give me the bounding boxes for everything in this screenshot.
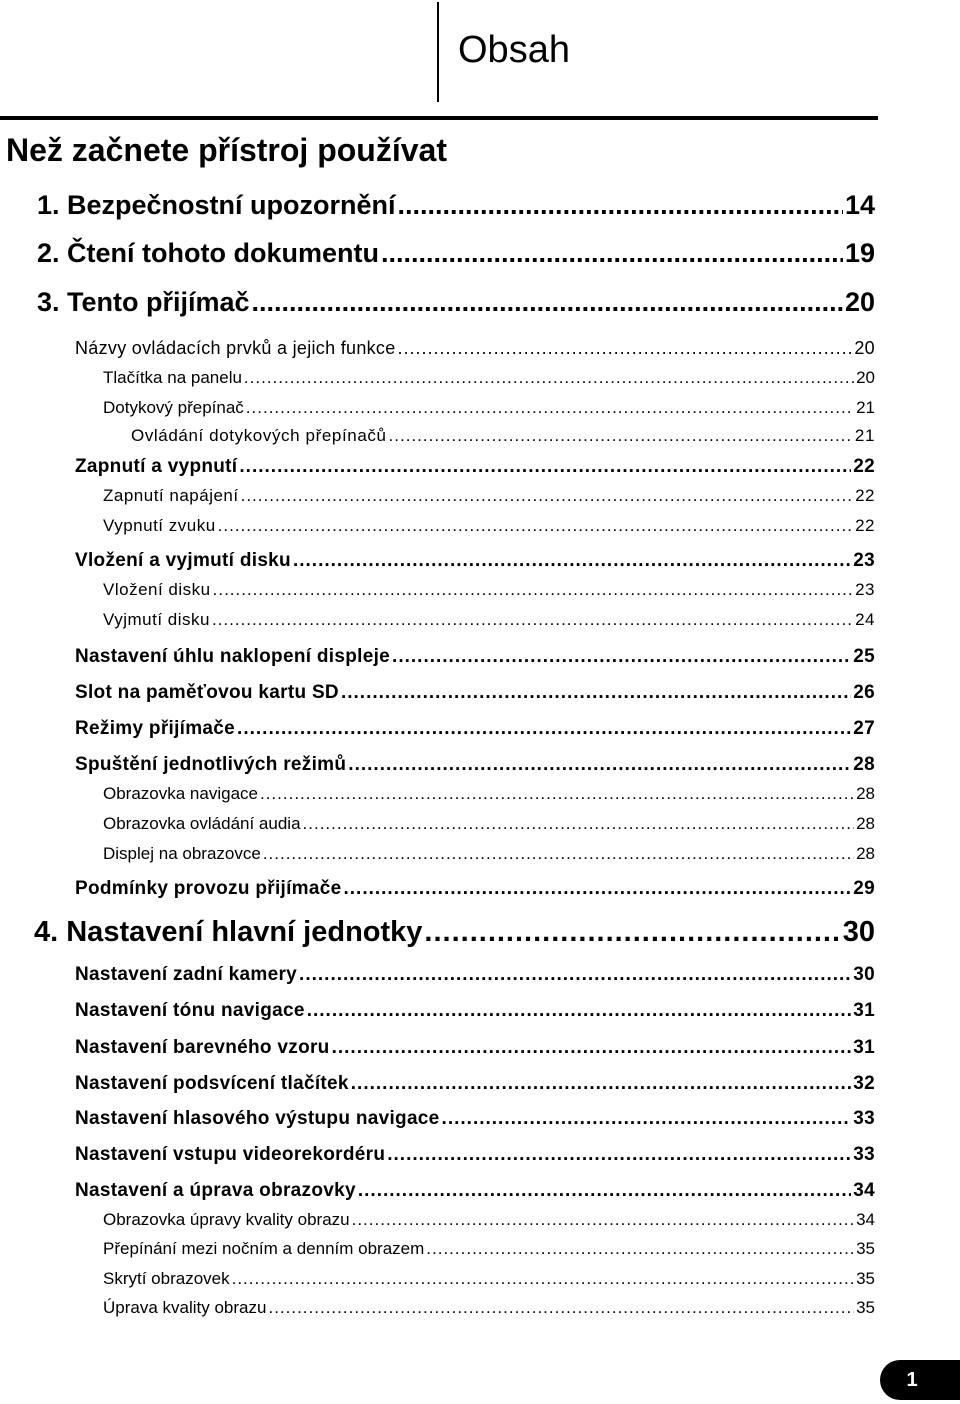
toc-entry-label: 4. Nastavení hlavní jednotky [34, 916, 423, 948]
page-number-badge [880, 1360, 960, 1400]
toc-entry-label: 2. Čtení tohoto dokumentu [37, 238, 379, 268]
toc-page-number: 20 [844, 287, 875, 317]
toc-entry[interactable] [0, 1071, 875, 1097]
toc-leader-dots [351, 1071, 852, 1097]
toc-entry[interactable] [0, 1208, 875, 1232]
toc-page-number: 22 [853, 456, 875, 477]
toc-page-number: 24 [855, 610, 875, 629]
toc-entry[interactable] [0, 644, 875, 670]
toc-leader-dots [352, 1208, 854, 1232]
toc-leader-dots [237, 716, 851, 742]
toc-entry-label: Dotykový přepínač [103, 398, 244, 417]
toc-entry[interactable] [0, 876, 875, 902]
page-number: 1 [906, 1369, 918, 1391]
toc-page-number: 20 [854, 338, 875, 358]
toc-leader-dots [299, 962, 851, 988]
toc-page-number: 35 [856, 1298, 875, 1317]
toc-entry[interactable] [0, 454, 875, 480]
toc-leader-dots [341, 680, 851, 706]
toc-leader-dots [442, 1106, 852, 1132]
toc-page-number: 28 [856, 844, 875, 863]
toc-entry-label: Nastavení hlasového výstupu navigace [75, 1108, 440, 1129]
toc-leader-dots [252, 285, 843, 319]
toc-entry[interactable] [0, 1106, 875, 1132]
toc-entry-label: Slot na paměťovou kartu SD [75, 682, 339, 703]
toc-leader-dots [332, 1035, 852, 1061]
page-title: Obsah [458, 29, 570, 71]
toc-entry-label: Nastavení tónu navigace [75, 1000, 305, 1021]
toc-leader-dots [392, 644, 851, 670]
toc-page-number: 29 [853, 878, 875, 899]
toc-leader-dots [426, 1237, 854, 1261]
toc-entry-label: Podmínky provozu přijímače [75, 878, 342, 899]
toc-leader-dots [358, 1178, 851, 1204]
toc-page-number: 21 [856, 398, 875, 417]
toc-page-number: 22 [855, 486, 875, 505]
toc-leader-dots [260, 782, 854, 806]
toc-page-number: 32 [853, 1073, 875, 1094]
toc-entry-label: Zapnutí a vypnutí [75, 456, 238, 477]
toc-entry[interactable] [0, 548, 875, 574]
toc-entry[interactable] [0, 680, 875, 706]
toc-page-number: 23 [855, 580, 875, 599]
toc-leader-dots [213, 578, 853, 602]
toc-entry[interactable] [0, 716, 875, 742]
toc-page-number: 33 [853, 1144, 875, 1165]
toc-page-number: 31 [853, 1000, 875, 1021]
toc-entry[interactable] [0, 335, 875, 361]
toc-leader-dots [398, 335, 853, 361]
toc-entry-label: Vložení disku [103, 580, 211, 599]
toc-entry-label: Displej na obrazovce [103, 844, 261, 863]
toc-page-number: 30 [842, 916, 875, 948]
toc-page-number: 35 [856, 1239, 875, 1258]
toc-entry[interactable] [0, 366, 875, 390]
toc-entry[interactable] [0, 484, 875, 508]
section-heading: Než začnete přístroj používat [6, 132, 447, 168]
toc-page-number: 21 [854, 426, 875, 445]
toc-entry-label: Režimy přijímače [75, 718, 236, 739]
toc-leader-dots [263, 842, 854, 866]
toc-entry-label: Skrytí obrazovek [103, 1269, 230, 1288]
toc-entry-chapter[interactable] [0, 188, 875, 222]
toc-entry[interactable] [0, 514, 875, 538]
toc-entry[interactable] [0, 1035, 875, 1061]
toc-leader-dots [381, 236, 843, 270]
toc-entry[interactable] [0, 1267, 875, 1291]
toc-page-number: 34 [853, 1180, 875, 1201]
toc-entry[interactable] [0, 752, 875, 778]
toc-entry-label: 3. Tento přijímač [37, 287, 250, 317]
toc-leader-dots [387, 1142, 851, 1168]
toc-leader-dots [293, 548, 851, 574]
toc-entry-label: Vyjmutí disku [103, 610, 210, 629]
toc-entry-label: Názvy ovládacích prvků a jejich funkce [75, 338, 396, 358]
toc-entry-label: Obrazovka úpravy kvality obrazu [103, 1210, 350, 1229]
toc-entry-label: Nastavení zadní kamery [75, 964, 298, 985]
toc-entry-label: Vypnutí zvuku [103, 516, 216, 535]
toc-leader-dots [241, 484, 853, 508]
toc-leader-dots [303, 812, 855, 836]
toc-entry-chapter[interactable] [0, 236, 875, 270]
toc-entry[interactable] [0, 424, 875, 448]
toc-entry[interactable] [0, 1178, 875, 1204]
toc-page-number: 19 [844, 238, 875, 268]
toc-leader-dots [343, 876, 851, 902]
toc-entry[interactable] [0, 782, 875, 806]
toc-page-number: 22 [855, 516, 875, 535]
toc-entry-label: Nastavení barevného vzoru [75, 1037, 330, 1058]
toc-leader-dots [218, 514, 853, 538]
toc-entry[interactable] [0, 1296, 875, 1320]
toc-page-number: 14 [844, 190, 875, 220]
toc-leader-dots [212, 608, 853, 632]
toc-entry-label: Nastavení a úprava obrazovky [75, 1180, 356, 1201]
toc-entry-label: Tlačítka na panelu [103, 368, 242, 387]
toc-entry-label: Obrazovka navigace [103, 784, 258, 803]
toc-entry-label: Ovládání dotykových přepínačů [131, 426, 387, 445]
toc-entry[interactable] [0, 812, 875, 836]
toc-leader-dots [244, 366, 854, 390]
toc-page-number: 28 [856, 784, 875, 803]
toc-entry-label: Nastavení podsvícení tlačítek [75, 1073, 349, 1094]
toc-page-number: 33 [853, 1108, 875, 1129]
toc-entry-label: Spuštění jednotlivých režimů [75, 754, 347, 775]
toc-page-number: 23 [853, 550, 875, 571]
header-vertical-rule [437, 2, 439, 102]
toc-page-number: 35 [856, 1269, 875, 1288]
toc-entry[interactable] [0, 842, 875, 866]
toc-leader-dots [232, 1267, 854, 1291]
toc-leader-dots [398, 188, 843, 222]
toc-page-number: 28 [853, 754, 875, 775]
toc-entry-label: Přepínání mezi nočním a denním obrazem [103, 1239, 425, 1258]
toc-page-number: 20 [856, 368, 875, 387]
toc-entry-chapter[interactable] [0, 285, 875, 319]
toc-entry-label: Nastavení vstupu videorekordéru [75, 1144, 386, 1165]
toc-leader-dots [307, 998, 852, 1024]
toc-leader-dots [348, 752, 851, 778]
header-horizontal-rule [0, 116, 878, 120]
toc-leader-dots [268, 1296, 854, 1320]
toc-leader-dots [246, 396, 854, 420]
toc-page-number: 34 [856, 1210, 875, 1229]
toc-entry[interactable] [0, 998, 875, 1024]
toc-entry[interactable] [0, 1142, 875, 1168]
toc-leader-dots [424, 914, 840, 950]
toc-entry-label: Zapnutí napájení [103, 486, 239, 505]
toc-entry[interactable] [0, 962, 875, 988]
toc-entry-chapter[interactable] [0, 914, 875, 950]
toc-leader-dots [239, 454, 851, 480]
toc-entry[interactable] [0, 396, 875, 420]
toc-page-number: 30 [853, 964, 875, 985]
toc-entry-label: Vložení a vyjmutí disku [75, 550, 291, 571]
toc-page-number: 31 [853, 1037, 875, 1058]
toc-page-number: 28 [856, 814, 875, 833]
toc-entry[interactable] [0, 608, 875, 632]
toc-leader-dots [389, 424, 853, 448]
toc-entry-label: Nastavení úhlu naklopení displeje [75, 646, 391, 667]
toc-entry[interactable] [0, 578, 875, 602]
toc-entry-label: Úprava kvality obrazu [103, 1298, 267, 1317]
toc-page-number: 27 [853, 718, 875, 739]
toc-entry[interactable] [0, 1237, 875, 1261]
toc-entry-label: 1. Bezpečnostní upozornění [37, 190, 396, 220]
toc-entry-label: Obrazovka ovládání audia [103, 814, 301, 833]
toc-page-number: 26 [853, 682, 875, 703]
toc-page-number: 25 [853, 646, 875, 667]
